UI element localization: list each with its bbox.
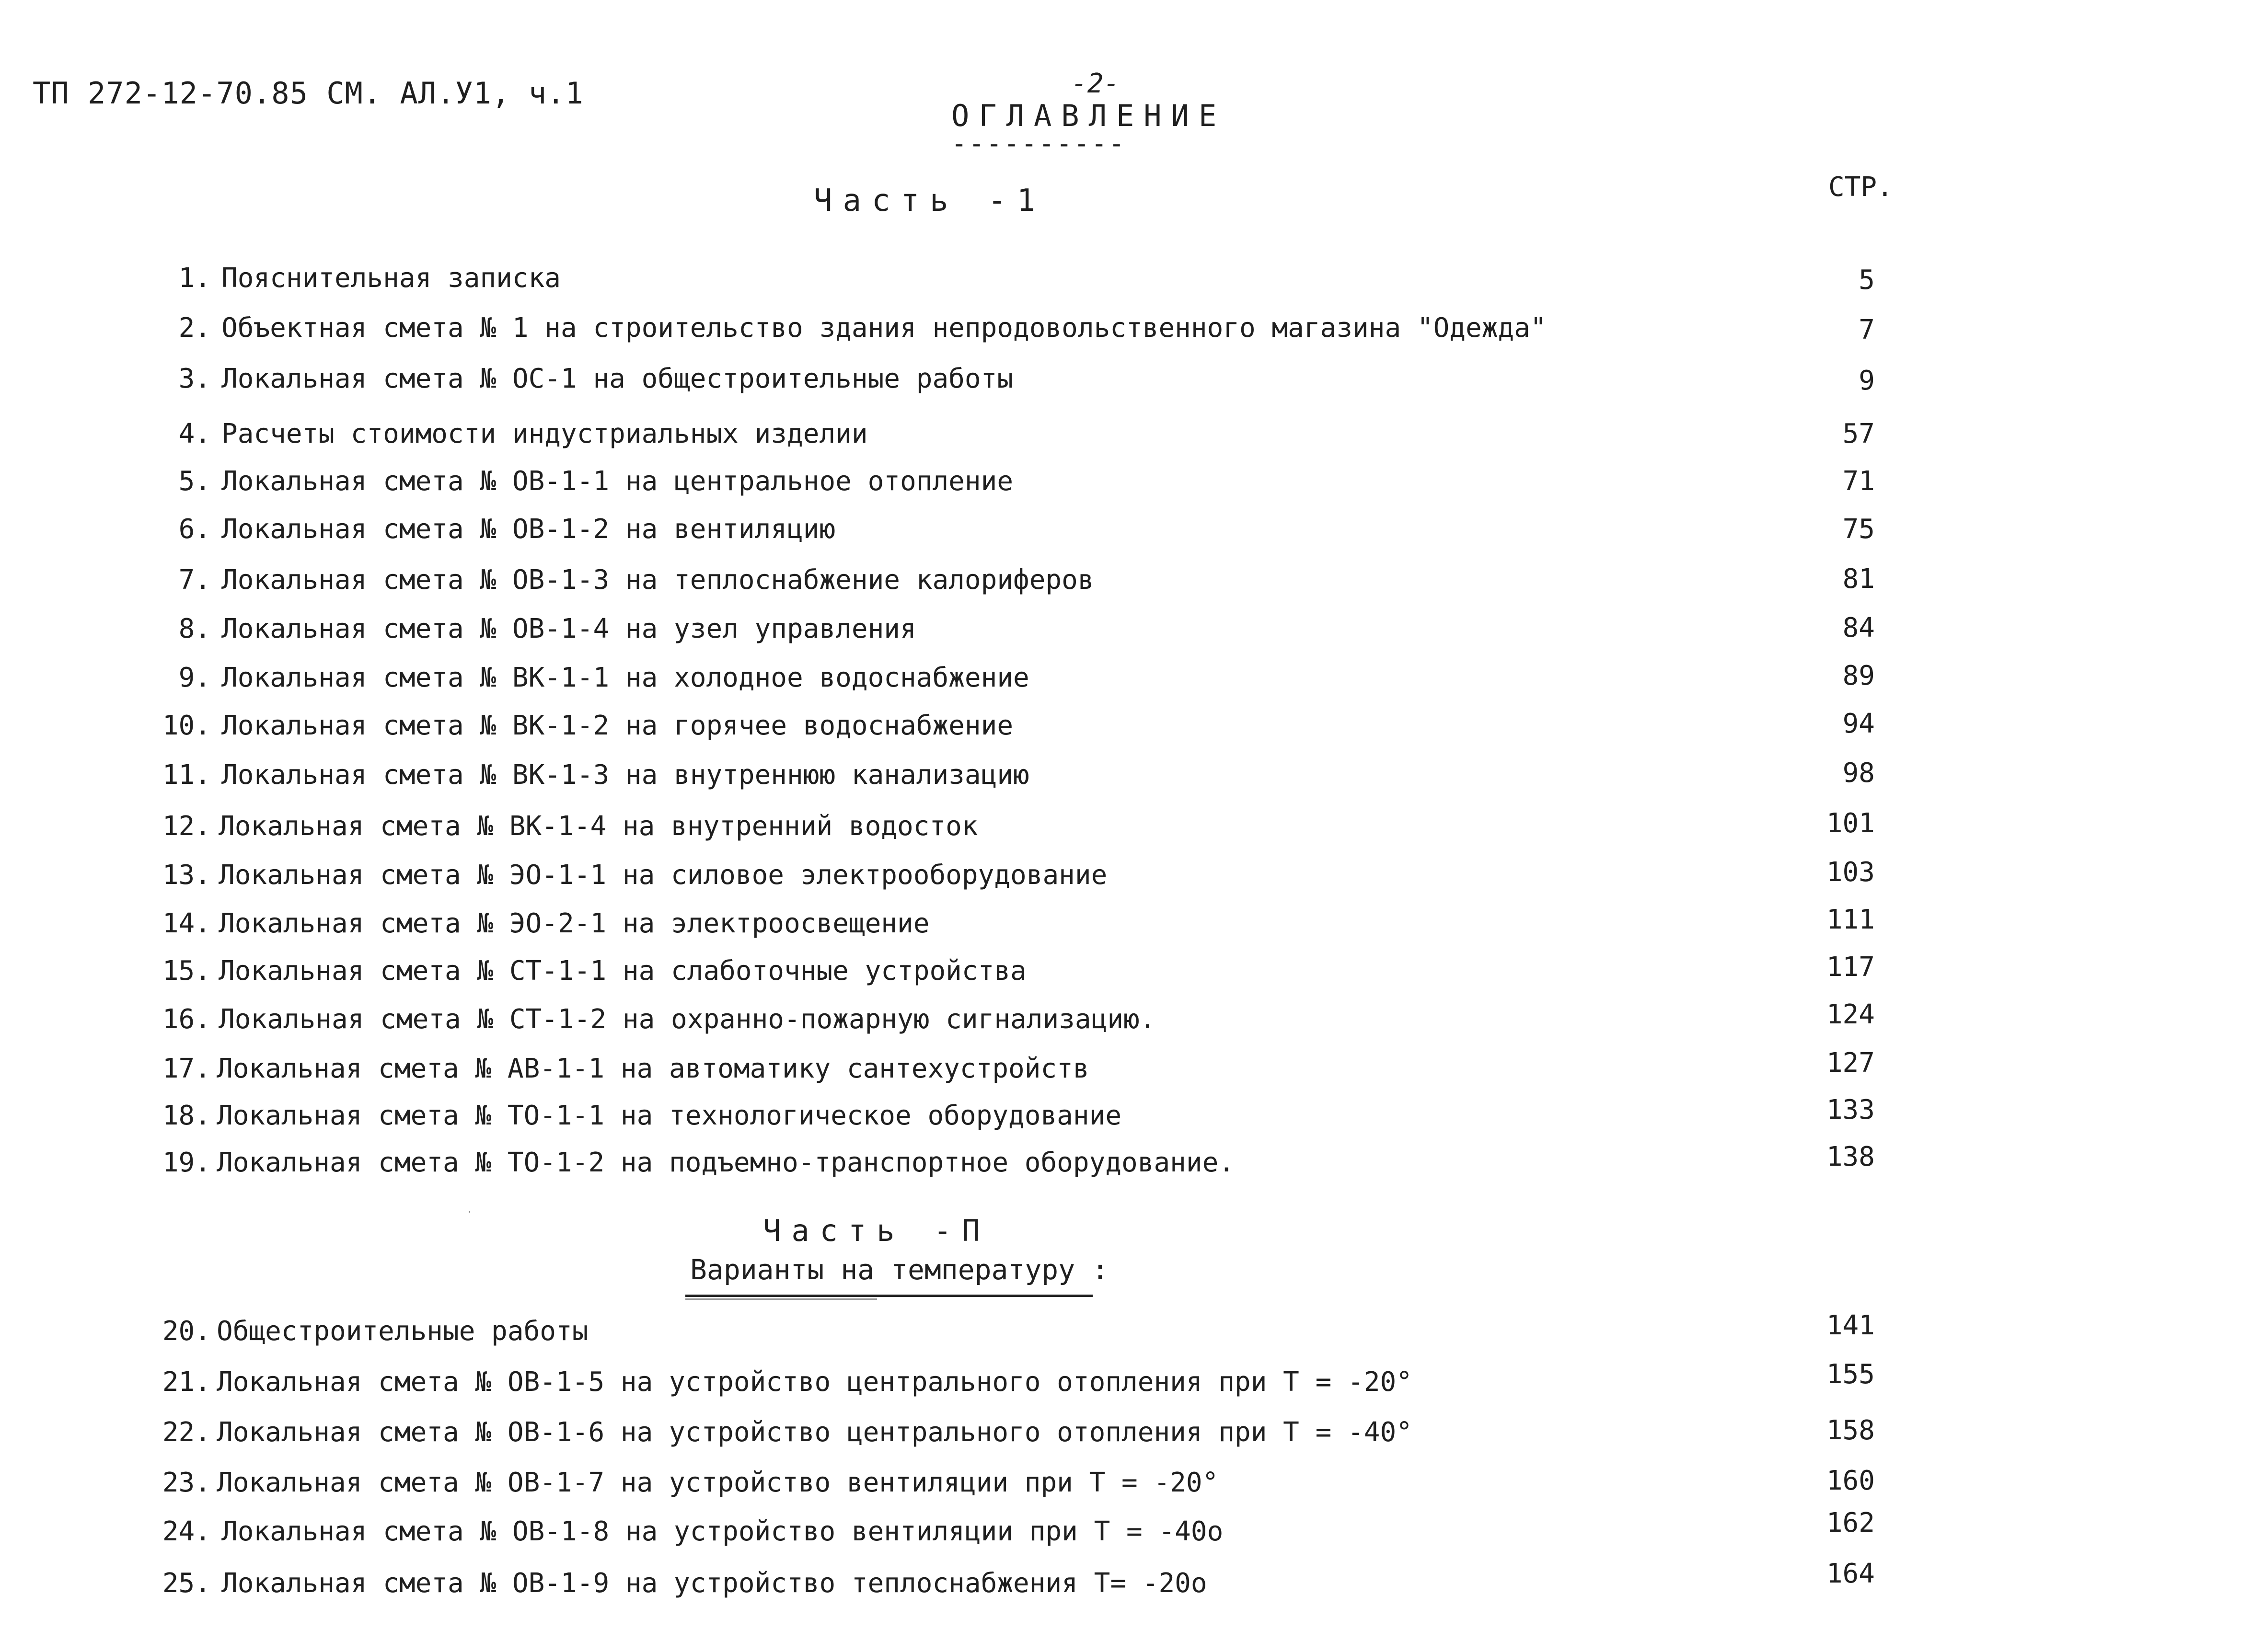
document-code: ТП 272-12-70.85 СМ. АЛ.У1, ч.1 <box>33 76 584 111</box>
item-page: 164 <box>1826 1558 1875 1589</box>
item-title: Локальная смета № ВК-1-3 на внутреннюю канализацию <box>221 759 1029 791</box>
list-item <box>0 1558 2264 1606</box>
item-number: 14. <box>162 908 211 939</box>
item-number: 10. <box>162 710 211 741</box>
list-item <box>0 1310 2264 1354</box>
item-page: 89 <box>1842 660 1875 691</box>
item-title: Локальная смета № ТО-1-1 на технологическое оборудование <box>217 1100 1122 1131</box>
list-item <box>0 1417 2264 1455</box>
item-page: 117 <box>1826 952 1875 983</box>
item-page: 141 <box>1826 1310 1875 1341</box>
item-title: Локальная смета № ОВ-1-3 на теплоснабжение калориферов <box>221 564 1094 596</box>
item-number: 15. <box>162 955 211 987</box>
item-page: 9 <box>1859 365 1875 396</box>
list-item <box>0 1467 2264 1505</box>
item-title: Локальная смета № ЭО-1-1 на силовое электрооборудование <box>219 860 1108 891</box>
item-page: 111 <box>1826 904 1875 935</box>
item-number: 8. <box>178 613 211 644</box>
part1-heading: Часть -1 <box>814 183 1046 218</box>
item-page: 162 <box>1826 1507 1875 1538</box>
item-title: Локальная смета № ОВ-1-7 на устройство вентиляции при Т = -20° <box>217 1467 1219 1498</box>
item-number: 12. <box>162 811 211 842</box>
item-number: 19. <box>162 1147 211 1178</box>
item-title: Локальная смета № ОВ-1-2 на вентиляцию <box>221 514 836 545</box>
part2-subheading: Варианты на температуру : <box>690 1253 1109 1286</box>
item-page: 5 <box>1859 264 1875 296</box>
item-page: 57 <box>1842 418 1875 449</box>
item-page: 124 <box>1826 999 1875 1030</box>
item-title: Локальная смета № СТ-1-1 на слаботочные устройства <box>219 955 1027 987</box>
item-number: 13. <box>162 860 211 891</box>
item-page: 84 <box>1842 612 1875 643</box>
item-number: 1. <box>178 263 211 294</box>
item-page: 155 <box>1826 1359 1875 1390</box>
list-item <box>0 1359 2264 1405</box>
item-page: 75 <box>1842 514 1875 545</box>
item-number: 2. <box>178 312 211 344</box>
item-title: Локальная смета № ВК-1-1 на холодное водоснабжение <box>221 662 1029 693</box>
item-number: 24. <box>162 1516 211 1547</box>
title-underline: ---------- <box>951 128 1127 159</box>
item-number: 7. <box>178 564 211 596</box>
item-title: Локальная смета № ЭО-2-1 на электроосвещение <box>219 908 930 939</box>
item-page: 94 <box>1842 708 1875 739</box>
page-number: -2- <box>1071 68 1120 99</box>
item-title: Локальная смета № ВК-1-2 на горячее водоснабжение <box>221 710 1014 741</box>
item-number: 25. <box>162 1568 211 1599</box>
page-title: ОГЛАВЛЕНИЕ <box>951 98 1226 133</box>
item-title: Общестроительные работы <box>217 1316 589 1347</box>
item-page: 81 <box>1842 563 1875 595</box>
item-title: Локальная смета № ТО-1-2 на подъемно-транспортное оборудование. <box>217 1147 1235 1178</box>
item-number: 4. <box>178 418 211 449</box>
item-title: Локальная смета № ОВ-1-9 на устройство теплоснабжения Т= -20о <box>221 1568 1207 1599</box>
item-number: 23. <box>162 1467 211 1498</box>
item-page: 160 <box>1826 1465 1875 1496</box>
part2-heading: Часть -П <box>763 1213 991 1248</box>
item-number: 22. <box>162 1417 211 1448</box>
item-title: Локальная смета № АВ-1-1 на автоматику сантехустройств <box>217 1053 1089 1084</box>
item-page: 158 <box>1826 1415 1875 1446</box>
item-title: Локальная смета № ОВ-1-4 на узел управления <box>221 613 916 644</box>
item-title: Локальная смета № ВК-1-4 на внутренний водосток <box>219 811 978 842</box>
item-title: Локальная смета № ОВ-1-5 на устройство центрального отопления при Т = -20° <box>217 1366 1412 1398</box>
page-column-label: СТР. <box>1828 172 1893 203</box>
item-title: Локальная смета № СТ-1-2 на охранно-пожарную сигнализацию. <box>219 1004 1156 1035</box>
item-title: Объектная смета № 1 на строительство здания непродовольственного магазина "Одежда" <box>221 312 1547 344</box>
item-number: 16. <box>162 1004 211 1035</box>
item-number: 6. <box>178 514 211 545</box>
item-page: 71 <box>1842 466 1875 497</box>
item-number: 18. <box>162 1100 211 1131</box>
item-number: 21. <box>162 1366 211 1398</box>
item-number: 9. <box>178 662 211 693</box>
item-title: Пояснительная записка <box>221 263 561 294</box>
item-page: 133 <box>1826 1094 1875 1125</box>
item-title: Расчеты стоимости индустриальных изделии <box>221 418 868 449</box>
list-item <box>0 1507 2264 1554</box>
item-page: 101 <box>1826 808 1875 839</box>
item-number: 17. <box>162 1053 211 1084</box>
item-number: 11. <box>162 759 211 791</box>
item-page: 7 <box>1859 314 1875 345</box>
item-number: 3. <box>178 363 211 394</box>
item-page: 138 <box>1826 1141 1875 1172</box>
item-title: Локальная смета № ОВ-1-1 на центральное отопление <box>221 466 1014 497</box>
item-number: 5. <box>178 466 211 497</box>
item-number: 20. <box>162 1316 211 1347</box>
item-page: 103 <box>1826 857 1875 888</box>
item-title: Локальная смета № ОВ-1-8 на устройство вентиляции при Т = -40о <box>221 1516 1224 1547</box>
item-page: 127 <box>1826 1047 1875 1078</box>
item-page: 98 <box>1842 757 1875 789</box>
item-title: Локальная смета № ОВ-1-6 на устройство центрального отопления при Т = -40° <box>217 1417 1412 1448</box>
item-title: Локальная смета № ОС-1 на общестроительные работы <box>221 363 1014 394</box>
